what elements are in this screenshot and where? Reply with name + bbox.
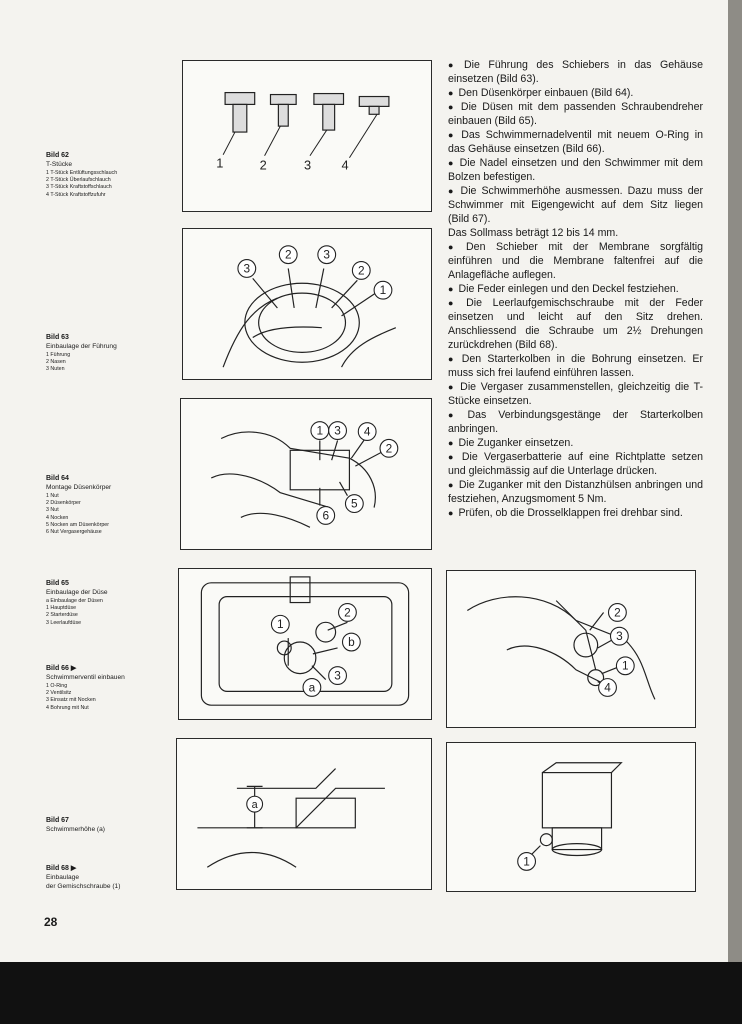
instruction-paragraph: ● Die Schwimmerhöhe ausmessen. Dazu muss der Schwimmer mit Eigengewicht auf dem Sitz liegen (Bild 67). <box>448 184 703 226</box>
instruction-paragraph: ● Den Schieber mit der Membrane sorgfältig einführen und die Membrane faltenfrei auf die Anlagefläche auflegen. <box>448 240 703 282</box>
instruction-paragraph: ● Die Nadel einsetzen und den Schwimmer mit dem Bolzen befestigen. <box>448 156 703 184</box>
guide-illustration <box>183 229 431 379</box>
caption-item: 3 Nut <box>46 507 59 514</box>
caption-item: 3 Einsatz mit Nocken <box>46 697 96 704</box>
caption-title: Bild 62 <box>46 152 69 159</box>
float-valve-illustration <box>447 571 695 727</box>
instruction-paragraph: ● Die Leerlaufgemischschraube mit der Feder einsetzen und leicht auf den Sitz drehen. Anschliessend die Schraube um 2½ Drehungen zurückdrehen (Bild 68). <box>448 296 703 352</box>
callout-label: 3 <box>243 261 251 276</box>
callout-label: 2 <box>284 247 292 262</box>
instruction-paragraph: ● Den Starterkolben in die Bohrung einsetzen. Er muss sich frei laufend einführen lassen. <box>448 352 703 380</box>
callout-label: 1 <box>316 423 324 438</box>
figure-64-nozzle-body <box>180 398 432 550</box>
instruction-paragraph: ● Das Verbindungsgestänge der Starterkolben anbringen. <box>448 408 703 436</box>
figure-65-nozzles <box>178 568 432 720</box>
callout-label: 1 <box>523 854 530 869</box>
caption-item: 6 Nut Vergasergehäuse <box>46 529 102 536</box>
caption-item: 1 Nut <box>46 492 59 499</box>
caption-subtitle: T-Stücke <box>46 161 73 169</box>
callout-label: 3 <box>323 247 331 262</box>
callout-label: a <box>251 799 258 812</box>
instructions-column <box>448 58 703 520</box>
callout-label: 2 <box>385 441 393 456</box>
instruction-paragraph: ● Die Feder einlegen und den Deckel festziehen. <box>448 282 703 296</box>
caption-item: 2 Ventilsitz <box>46 690 72 697</box>
caption-title: Bild 68 ▶ <box>46 865 77 872</box>
instruction-paragraph: ● Die Düsen mit dem passenden Schraubendreher einbauen (Bild 65). <box>448 100 703 128</box>
caption-item: 1 Führung <box>46 351 71 358</box>
caption-title: Bild 67 <box>46 817 69 824</box>
instruction-paragraph: ● Die Vergaser zusammenstellen, gleichzeitig die T-Stücke einsetzen. <box>448 380 703 408</box>
caption-item: 4 Nocken <box>46 514 69 521</box>
instruction-paragraph: ● Den Düsenkörper einbauen (Bild 64). <box>448 86 703 100</box>
callout-label: 2 <box>344 605 351 620</box>
callout-label: 1 <box>216 155 224 171</box>
caption-bild-66 <box>46 665 176 712</box>
figure-62-t-pieces <box>182 60 432 212</box>
mixture-screw-illustration <box>447 743 695 891</box>
caption-bild-62 <box>46 152 176 199</box>
caption-subtitle: Schwimmerventil einbauen <box>46 674 125 682</box>
nozzle-body-illustration <box>181 399 431 549</box>
instruction-paragraph: Das Sollmass beträgt 12 bis 14 mm. <box>448 227 619 239</box>
figure-63-guide <box>182 228 432 380</box>
caption-bild-64 <box>46 475 176 537</box>
caption-subtitle: Einbaulage <box>46 874 79 882</box>
instruction-paragraph: ● Die Führung des Schiebers in das Gehäuse einsetzen (Bild 63). <box>448 58 703 86</box>
caption-item: 2 Starterdüse <box>46 612 78 619</box>
callout-label: 3 <box>334 423 341 438</box>
instruction-paragraph: ● Die Zuganker einsetzen. <box>448 436 703 450</box>
callout-label: a <box>308 680 316 695</box>
figure-67-float-height <box>176 738 432 890</box>
instruction-paragraph: ● Prüfen, ob die Drosselklappen frei drehbar sind. <box>448 506 703 520</box>
caption-subtitle: Montage Düsenkörper <box>46 484 112 492</box>
callout-label: 3 <box>616 629 623 644</box>
instruction-paragraph: ● Die Zuganker mit den Distanzhülsen anbringen und festziehen, Anzugsmoment 5 Nm. <box>448 478 703 506</box>
instruction-paragraph: ● Das Schwimmernadelventil mit neuem O-Ring in das Gehäuse einsetzen (Bild 66). <box>448 128 703 156</box>
callout-label: 1 <box>622 658 629 673</box>
t-pieces-illustration <box>183 61 431 211</box>
nozzles-illustration <box>179 569 431 719</box>
callout-label: 3 <box>334 668 341 683</box>
figure-68-mixture-screw <box>446 742 696 892</box>
callout-label: 4 <box>604 680 611 695</box>
caption-item: 1 T-Stück Entlüftungsschlauch <box>46 169 118 176</box>
callout-label: 1 <box>277 617 284 632</box>
caption-bild-63 <box>46 334 176 374</box>
caption-subtitle: der Gemischschraube (1) <box>46 882 121 890</box>
instruction-paragraph: ● Die Vergaserbatterie auf eine Richtplatte setzen und gleichmässig auf die Unterlage drücken. <box>448 450 703 478</box>
caption-item: 4 T-Stück Kraftstoffzufuhr <box>46 191 106 198</box>
callout-label: 5 <box>351 496 358 511</box>
callout-label: 2 <box>614 605 621 620</box>
caption-title: Bild 64 <box>46 475 69 482</box>
callout-label: 2 <box>357 263 365 278</box>
caption-title: Bild 66 ▶ <box>46 665 77 672</box>
caption-bild-68 <box>46 865 176 891</box>
float-height-illustration <box>177 739 431 889</box>
caption-item: 5 Nocken am Düsenkörper <box>46 522 110 528</box>
page-edge <box>728 0 742 962</box>
caption-item: 4 Bohrung mit Nut <box>46 704 89 711</box>
caption-item: 3 Leerlaufdüse <box>46 619 82 626</box>
caption-subtitle: Einbaulage der Düse <box>46 589 108 597</box>
callout-label: 6 <box>322 508 330 523</box>
caption-bild-67 <box>46 817 176 835</box>
caption-title: Bild 63 <box>46 334 69 341</box>
caption-item: 1 O-Ring <box>46 682 68 689</box>
caption-item: 2 T-Stück Überlaufschlauch <box>46 177 111 184</box>
callout-label: 4 <box>363 424 371 439</box>
caption-item: 3 T-Stück Kraftstoffschlauch <box>46 184 112 191</box>
figure-66-float-valve <box>446 570 696 728</box>
callout-label: 4 <box>341 157 349 173</box>
page-number: 28 <box>44 915 58 929</box>
caption-subtitle: Schwimmerhöhe (a) <box>46 826 105 834</box>
caption-item: 1 Hauptdüse <box>46 605 77 612</box>
caption-item: 3 Nuten <box>46 366 65 373</box>
callout-label: 2 <box>259 157 267 173</box>
callout-label: 3 <box>304 157 312 173</box>
caption-title: Bild 65 <box>46 580 69 587</box>
caption-item: 2 Düsenkörper <box>46 500 81 507</box>
caption-subtitle: Einbaulage der Führung <box>46 343 117 351</box>
caption-bild-65 <box>46 580 176 627</box>
callout-label: b <box>348 634 355 649</box>
caption-item: 2 Nasen <box>46 359 66 366</box>
caption-item: a Einbaulage der Düsen <box>46 597 103 604</box>
callout-label: 1 <box>379 283 387 298</box>
